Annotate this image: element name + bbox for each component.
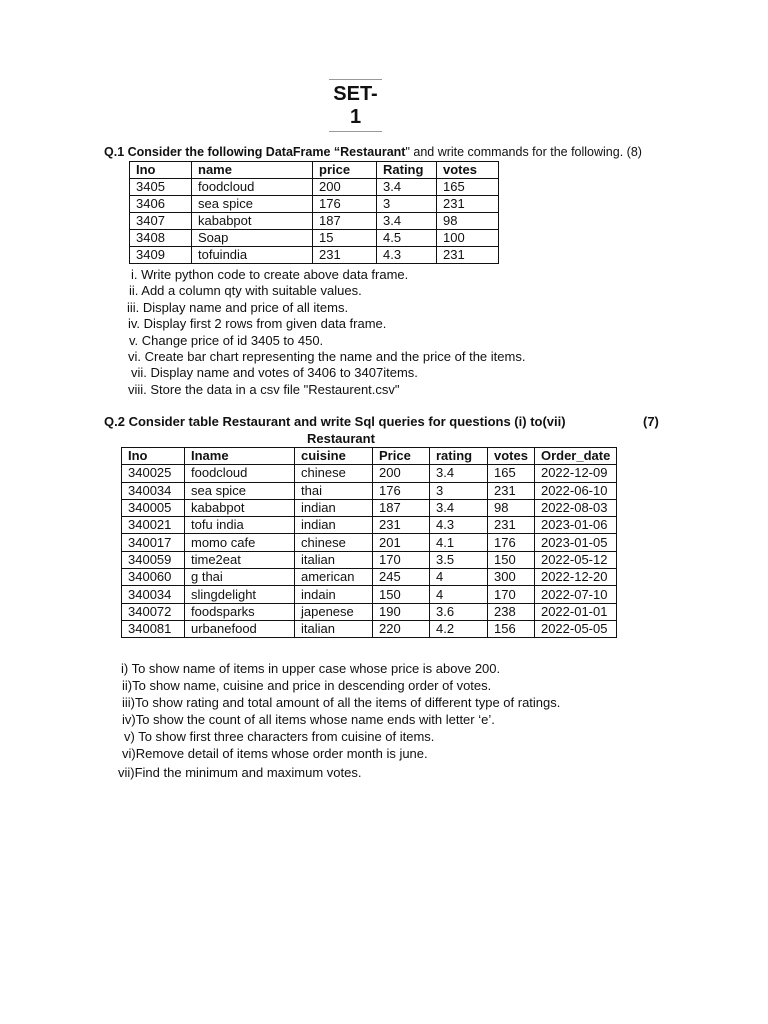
table-cell: 3.4 — [430, 499, 488, 516]
table-cell: 170 — [373, 551, 430, 568]
table-header-row — [130, 162, 499, 179]
table-cell: 340021 — [122, 517, 185, 534]
table-cell: tofuindia — [192, 247, 313, 264]
table-cell: indain — [295, 586, 373, 603]
table-cell: 231 — [488, 517, 535, 534]
table-cell: chinese — [295, 534, 373, 551]
table-row — [130, 247, 499, 264]
column-header: votes — [437, 162, 499, 179]
table-cell: foodcloud — [192, 179, 313, 196]
table-cell: 231 — [373, 517, 430, 534]
table-cell: 340059 — [122, 551, 185, 568]
table-cell: thai — [295, 482, 373, 499]
table-cell: 201 — [373, 534, 430, 551]
table-cell: 156 — [488, 620, 535, 637]
table-cell: 98 — [488, 499, 535, 516]
table-row — [130, 213, 499, 230]
table-cell: 340060 — [122, 569, 185, 586]
table-cell: 3.4 — [430, 465, 488, 482]
table-cell: 220 — [373, 620, 430, 637]
table-cell: 165 — [437, 179, 499, 196]
column-header: Iname — [185, 448, 295, 465]
q1-heading-suffix: " and write commands for the following. (8) — [405, 145, 642, 159]
column-header: votes — [488, 448, 535, 465]
table-cell: kababpot — [185, 499, 295, 516]
table-cell: 2022-12-20 — [534, 569, 616, 586]
table-cell: indian — [295, 499, 373, 516]
table-cell: 176 — [488, 534, 535, 551]
column-header: name — [192, 162, 313, 179]
list-item: vii. Display name and votes of 3406 to 3407items. — [131, 365, 418, 381]
table-cell: 100 — [437, 230, 499, 247]
table-cell: foodsparks — [185, 603, 295, 620]
table-cell: 176 — [373, 482, 430, 499]
table-cell: 190 — [373, 603, 430, 620]
table-cell: 150 — [488, 551, 535, 568]
table-cell: 2022-05-12 — [534, 551, 616, 568]
table-cell: indian — [295, 517, 373, 534]
table-cell: foodcloud — [185, 465, 295, 482]
table-cell: 187 — [313, 213, 377, 230]
list-item: ii)To show name, cuisine and price in descending order of votes. — [122, 678, 492, 693]
q1-dataframe-table — [129, 161, 499, 264]
list-item: v. Change price of id 3405 to 450. — [129, 332, 324, 348]
table-row — [122, 603, 617, 620]
table-cell: 245 — [373, 569, 430, 586]
table-row — [122, 465, 617, 482]
table-cell: 200 — [373, 465, 430, 482]
table-cell: 340072 — [122, 603, 185, 620]
table-row — [122, 569, 617, 586]
list-item: i. Write python code to create above data frame. — [131, 267, 409, 282]
table-cell: 2022-06-10 — [534, 482, 616, 499]
table-cell: 3408 — [130, 230, 192, 247]
table-cell: 238 — [488, 603, 535, 620]
page-title: SET-1 — [329, 79, 382, 132]
table-cell: 15 — [313, 230, 377, 247]
table-cell: 2022-05-05 — [534, 620, 616, 637]
table-cell: 176 — [313, 196, 377, 213]
column-header: Price — [373, 448, 430, 465]
table-cell: 98 — [437, 213, 499, 230]
column-header: cuisine — [295, 448, 373, 465]
table-cell: 170 — [488, 586, 535, 603]
q2-heading: Q.2 Consider table Restaurant and write Sql queries for questions (i) to(vii) — [104, 414, 566, 429]
table-row — [130, 179, 499, 196]
table-row — [122, 551, 617, 568]
table-row — [122, 517, 617, 534]
table-cell: 2023-01-06 — [534, 517, 616, 534]
table-cell: time2eat — [185, 551, 295, 568]
table-cell: 340034 — [122, 586, 185, 603]
column-header: Ino — [130, 162, 192, 179]
table-cell: 4.5 — [377, 230, 437, 247]
table-row — [122, 586, 617, 603]
table-row — [122, 534, 617, 551]
table-cell: 187 — [373, 499, 430, 516]
table-cell: 3 — [430, 482, 488, 499]
table-cell: 150 — [373, 586, 430, 603]
q2-marks: (7) — [643, 414, 659, 429]
q1-heading-prefix: Q.1 Consider the following DataFrame “Restaurant — [104, 145, 406, 159]
q2-table-caption: Restaurant — [307, 431, 375, 446]
table-cell: 4 — [430, 569, 488, 586]
table-cell: Soap — [192, 230, 313, 247]
table-row — [122, 482, 617, 499]
table-cell: 3407 — [130, 213, 192, 230]
table-cell: 3.5 — [430, 551, 488, 568]
list-item: iii. Display name and price of all items. — [127, 299, 349, 315]
table-cell: urbanefood — [185, 620, 295, 637]
table-cell: chinese — [295, 465, 373, 482]
table-cell: 4.2 — [430, 620, 488, 637]
list-item: viii. Store the data in a csv file "Restaurent.csv" — [128, 381, 400, 397]
table-cell: 3.4 — [377, 213, 437, 230]
table-cell: 2022-08-03 — [534, 499, 616, 516]
table-cell: 2023-01-05 — [534, 534, 616, 551]
table-cell: g thai — [185, 569, 295, 586]
column-header: Ino — [122, 448, 185, 465]
table-cell: 231 — [488, 482, 535, 499]
list-item: iv)To show the count of all items whose name ends with letter ‘e’. — [122, 712, 495, 727]
table-cell: 4 — [430, 586, 488, 603]
table-row — [122, 499, 617, 516]
table-cell: 231 — [437, 196, 499, 213]
table-row — [122, 620, 617, 637]
column-header: rating — [430, 448, 488, 465]
table-cell: 340081 — [122, 620, 185, 637]
column-header: Rating — [377, 162, 437, 179]
table-cell: 3406 — [130, 196, 192, 213]
table-cell: 340034 — [122, 482, 185, 499]
q2-restaurant-table — [121, 447, 617, 638]
table-cell: 300 — [488, 569, 535, 586]
table-cell: 4.3 — [377, 247, 437, 264]
table-cell: 165 — [488, 465, 535, 482]
list-item: vii)Find the minimum and maximum votes. — [118, 765, 362, 780]
q1-heading — [104, 145, 642, 159]
table-cell: 3405 — [130, 179, 192, 196]
list-item: iii)To show rating and total amount of all the items of different type of ratings. — [122, 695, 561, 710]
table-cell: 3.4 — [377, 179, 437, 196]
table-cell: slingdelight — [185, 586, 295, 603]
table-cell: 3.6 — [430, 603, 488, 620]
table-cell: kababpot — [192, 213, 313, 230]
table-cell: 340025 — [122, 465, 185, 482]
table-cell: momo cafe — [185, 534, 295, 551]
table-cell: 4.1 — [430, 534, 488, 551]
table-cell: sea spice — [185, 482, 295, 499]
table-row — [130, 230, 499, 247]
table-header-row — [122, 448, 617, 465]
list-item: v) To show first three characters from cuisine of items. — [124, 729, 435, 744]
table-cell: japenese — [295, 603, 373, 620]
table-cell: italian — [295, 551, 373, 568]
list-item: ii. Add a column qty with suitable values. — [129, 283, 362, 299]
column-header: price — [313, 162, 377, 179]
table-cell: 4.3 — [430, 517, 488, 534]
table-row — [130, 196, 499, 213]
table-cell: 3 — [377, 196, 437, 213]
list-item: i) To show name of items in upper case whose price is above 200. — [121, 661, 501, 676]
table-cell: tofu india — [185, 517, 295, 534]
table-cell: 340017 — [122, 534, 185, 551]
table-cell: 2022-01-01 — [534, 603, 616, 620]
table-cell: 2022-07-10 — [534, 586, 616, 603]
table-cell: 200 — [313, 179, 377, 196]
table-cell: american — [295, 569, 373, 586]
list-item: vi)Remove detail of items whose order month is june. — [122, 746, 428, 761]
list-item: vi. Create bar chart representing the name and the price of the items. — [128, 349, 526, 364]
table-cell: 2022-12-09 — [534, 465, 616, 482]
table-cell: 231 — [437, 247, 499, 264]
table-cell: 231 — [313, 247, 377, 264]
table-cell: 3409 — [130, 247, 192, 264]
column-header: Order_date — [534, 448, 616, 465]
list-item: iv. Display first 2 rows from given data frame. — [128, 316, 387, 332]
table-cell: italian — [295, 620, 373, 637]
table-cell: sea spice — [192, 196, 313, 213]
table-cell: 340005 — [122, 499, 185, 516]
